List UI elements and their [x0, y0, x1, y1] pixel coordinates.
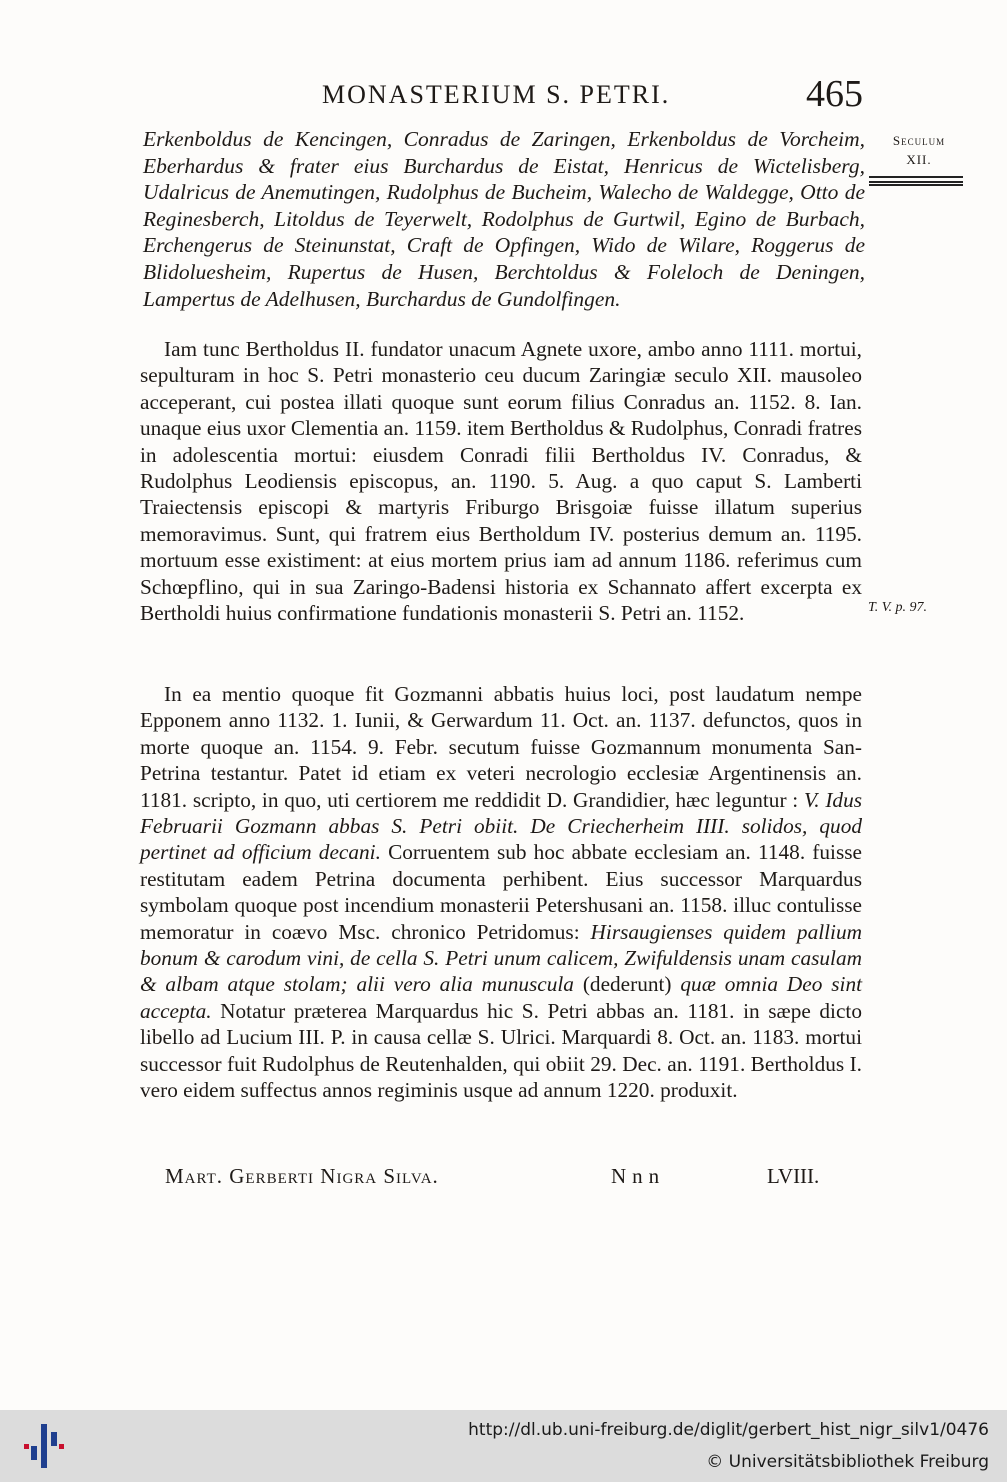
library-bar — [0, 1410, 1007, 1482]
paragraph-2 — [140, 681, 862, 1104]
footer-signature-line — [165, 1164, 845, 1190]
page-number: 465 — [806, 73, 863, 115]
paragraph-2-text-3: (dederunt) — [573, 972, 681, 997]
document-url[interactable]: http://dl.ub.uni-freiburg.de/diglit/gerbert_hist_nigr_silv1/0476 — [468, 1420, 989, 1440]
margin-rule — [869, 176, 963, 186]
margin-reference: T. V. p. 97. — [868, 600, 927, 615]
ub-freiburg-logo-icon[interactable] — [22, 1422, 66, 1470]
paragraph-2-text-4: Notatur præterea Marquardus hic S. Petri abbas an. 1181. in sæpe dicto libello ad Lucium III. P. in causa cellæ S. Ulrici. Marquardi 8. Oct. an. 1183. mortui successor fuit Rudolphus de Reutenhalden, qui obiit 29. Dec. an. 1191. Bertholdus I. vero eidem suffectus annos regiminis usque ad annum 1220. produxit. — [140, 998, 862, 1103]
copyright-notice: © Universitätsbibliothek Freiburg — [706, 1452, 989, 1472]
paragraph-1: Iam tunc Bertholdus II. fundator unacum Agnete uxore, ambo anno 1111. mortui, sepulturam in hoc S. Petri monasterio ceu ducum Zaringiæ seculo XII. mausoleo acceperant, cui postea illati quoque sunt eorum filius Conradus an. 1152. 8. Ian. unaque eius uxor Clementia an. 1159. item Bertholdus & Rudolphus, Conradi fratres in adolescentia mortui: eiusdem Conradi filii Bertholdus IV. Conradus, & Rudolphus Leodiensis episcopus, an. 1190. 5. Aug. a quo caput S. Lamberti Traiectensis episcopi & martyris Friburgo Brisgoiæ fuisse illatum superius memoravimus. Sunt, qui fratrem eius Bertholdum IV. posterius demum an. 1195. mortuum esse existiment: at eius mortem prius iam ad annum 1186. referimus cum Schœpflino, qui in sua Zaringo-Badensi historia ex Schannato affert excerpta ex Bertholdi huius confirmatione fundationis monasterii S. Petri an. 1152. — [140, 337, 862, 626]
footer-signature-number: LVIII. — [767, 1164, 820, 1188]
footer-author: Mart. Gerberti Nigra Silva. — [165, 1164, 439, 1188]
paragraph-2-text-2: Corruentem sub hoc abbate ecclesiam an. 1148. fuisse restitutam eadem Petrina documenta perhibent. Eius successor Marquardus symbolam quoque post incendium monasterii Petershusani an. 1158. illuc contulisse memoratur in coævo Msc. chronico Petridomus: — [140, 840, 862, 944]
necrology-quote: V. Idus Februarii Gozmann abbas S. Petri obiit. De Criecherheim IIII. solidos, quod pertinet ad officium decani. — [140, 787, 863, 865]
footer-signature-mark: Nnn — [611, 1164, 666, 1188]
names-list: Erkenboldus de Kencingen, Conradus de Zaringen, Erkenboldus de Vorcheim, Eberhardus & frater eius Burchardus de Eistat, Henricus de Wictelisberg, Udalricus de Anemutingen, Rudolphus de Bucheim, Walecho de Waldegge, Otto de Reginesberch, Litoldus de Teyerwelt, Rodolphus de Gurtwil, Egino de Burbach, Erchengerus de Steinunstat, Craft de Opfingen, Wido de Wilare, Roggerus de Blidoluesheim, Rupertus de Husen, Berchtoldus & Foleloch de Deningen, Lampertus de Adelhusen, Burchardus de Gundolfingen. — [143, 127, 865, 311]
chronicle-quote-end: quæ omnia Deo sint accepta. — [140, 972, 863, 1023]
margin-century: XII. — [906, 152, 932, 167]
paragraph-2-text-1: In ea mentio quoque fit Gozmanni abbatis huius loci, post laudatum nempe Epponem anno 1132. 1. Iunii, & Gerwardum 11. Oct. an. 1137. defunctos, quos in morte quoque an. 1154. 9. Febr. secutum fuisse Gozmannum monumenta San-Petrina testantur. Patet id etiam ex veteri necrologio ecclesiæ Argentinensis an. 1181. scripto, in quo, uti certiorem me reddidit D. Grandidier, hæc leguntur : — [140, 682, 862, 812]
margin-seculum-label: Seculum — [892, 133, 946, 148]
chronicle-quote: Hirsaugienses quidem pallium bonum & carodum vini, de cella S. Petri unum calicem, Zwifuldensis unam casulam & albam atque stolam; alii vero alia munuscula — [140, 919, 862, 997]
running-header: MONASTERIUM S. PETRI. — [322, 80, 671, 109]
margin-seculum — [874, 131, 964, 169]
